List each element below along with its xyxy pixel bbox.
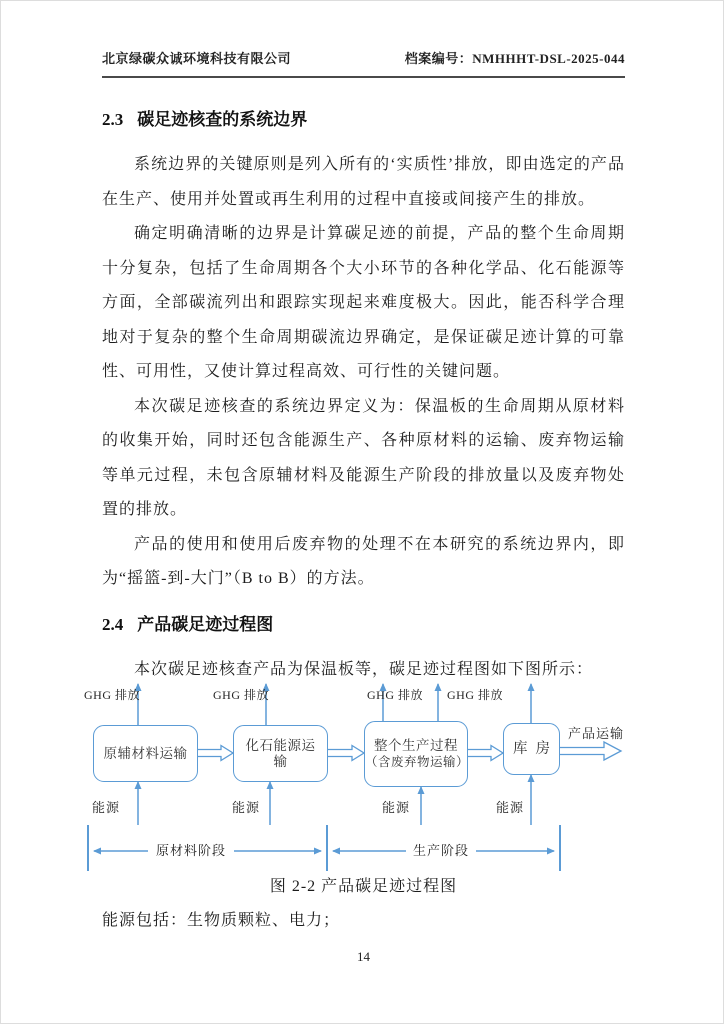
section-2-4-number: 2.4: [102, 614, 124, 634]
process-arrow-icon: [326, 746, 364, 761]
carbon-footprint-process-diagram: [86, 671, 646, 873]
energy-label: 能源: [496, 800, 525, 815]
ghg-emission-label: GHG 排放: [84, 688, 140, 702]
header-company-name: 北京绿碳众诚环境科技有限公司: [102, 51, 292, 66]
ghg-emission-label: GHG 排放: [447, 688, 503, 702]
process-box-label: 化石能源运输: [245, 737, 316, 769]
section-2-4-heading: [102, 613, 625, 637]
section-2-3-heading: [102, 108, 625, 132]
page-number: 14: [357, 949, 370, 964]
paragraph: 产品的使用和使用后废弃物的处理不在本研究的系统边界内，即为“摇篮-到-大门”（B to B）的方法。: [102, 535, 625, 587]
energy-label: 能源: [92, 800, 121, 815]
paragraph: 确定明确清晰的边界是计算碳足迹的前提，产品的整个生命周期十分复杂，包括了生命周期各个大小环节的各种化学品、化石能源等方面，全部碳流列出和跟踪实现起来难度极大。因此，能否科学合理地对于复杂的整个生命周期碳流边界确定，是保证碳足迹计算的可靠性、可用性，又使计算过程高效、可行性的关键问题。: [102, 225, 625, 380]
process-box-production-process: [364, 721, 468, 787]
product-transport-label: 产品运输: [568, 726, 625, 741]
paragraph: 系统边界的关键原则是列入所有的‘实质性’排放，即由选定的产品在生产、使用并处置或再生利用的过程中直接或间接产生的排放。: [102, 156, 625, 208]
page-header: [102, 0, 625, 78]
section-2-3-title: 碳足迹核查的系统边界: [137, 110, 308, 129]
section-2-4-title: 产品碳足迹过程图: [137, 614, 274, 634]
process-box-sublabel: （含废弃物运输）: [365, 755, 470, 769]
process-arrow-icon: [466, 746, 503, 761]
figure-caption: 图 2-2 产品碳足迹过程图: [269, 878, 458, 895]
ghg-emission-label: GHG 排放: [367, 688, 423, 702]
production-stage-label: 生产阶段: [406, 841, 476, 860]
energy-note: 能源包括：生物质颗粒、电力；: [102, 912, 341, 929]
page-content: [84, 0, 625, 965]
product-output-arrow-icon: [558, 742, 621, 760]
section-2-4-intro: 本次碳足迹核查产品为保温板等，碳足迹过程图如下图所示：: [134, 660, 594, 678]
energy-label: 能源: [232, 800, 261, 815]
header-archive-number: 档案编号：NMHHHT-DSL-2025-044: [404, 51, 625, 66]
process-box-fossil-energy-transport: [233, 725, 328, 782]
process-arrow-icon: [196, 746, 233, 761]
energy-label: 能源: [382, 800, 411, 815]
process-box-raw-material-transport: [93, 725, 198, 782]
process-box-warehouse: [503, 723, 560, 775]
process-box-label: 整个生产过程: [374, 738, 458, 753]
process-box-label: 库房: [513, 741, 558, 757]
process-box-label: 原辅材料运输: [103, 745, 188, 761]
paragraph: 本次碳足迹核查的系统边界定义为：保温板的生命周期从原材料的收集开始，同时还包含能源生产、各种原材料的运输、废弃物运输等单元过程，未包含原辅材料及能源生产阶段的排放量以及废弃物处置的排放。: [102, 397, 625, 518]
section-2-3-number: 2.3: [102, 110, 124, 129]
ghg-emission-label: GHG 排放: [213, 688, 269, 702]
raw-material-stage-label: 原材料阶段: [148, 841, 234, 860]
